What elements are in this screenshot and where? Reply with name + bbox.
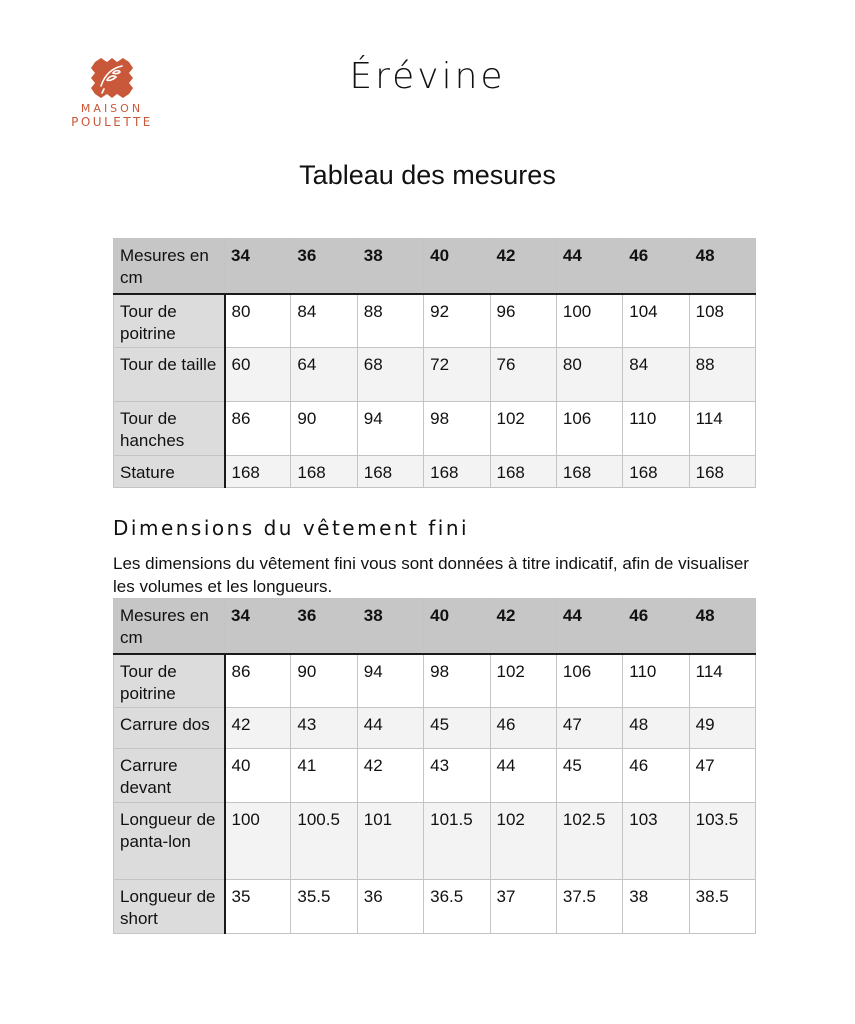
table-cell: 103 (623, 803, 689, 880)
size-header: 38 (357, 599, 423, 654)
table-cell: 92 (424, 294, 490, 348)
table-cell: 104 (623, 294, 689, 348)
size-header: 40 (424, 599, 490, 654)
table-header-row (114, 239, 756, 294)
table-cell: 106 (556, 654, 622, 708)
pattern-name: Érévine (349, 56, 506, 97)
section-heading: Dimensions du vêtement fini (113, 516, 470, 540)
table-cell: 168 (357, 456, 423, 488)
table-cell: 38.5 (689, 880, 755, 934)
table-cell: 47 (689, 749, 755, 803)
table-cell: 49 (689, 708, 755, 749)
size-header: 40 (424, 239, 490, 294)
table-cell: 47 (556, 708, 622, 749)
row-label: Tour de poitrine (114, 294, 225, 348)
table-cell: 46 (490, 708, 556, 749)
table-cell: 43 (291, 708, 357, 749)
table-cell: 72 (424, 348, 490, 402)
table-cell: 86 (225, 402, 291, 456)
size-header: 46 (623, 599, 689, 654)
table-cell: 96 (490, 294, 556, 348)
size-header: 48 (689, 239, 755, 294)
table-cell: 64 (291, 348, 357, 402)
size-header: 34 (225, 599, 291, 654)
size-header: 46 (623, 239, 689, 294)
garment-dimensions-table (113, 598, 756, 934)
size-header: 36 (291, 599, 357, 654)
table-row (114, 654, 756, 708)
size-header: 38 (357, 239, 423, 294)
logo-text-maison: MAISON (80, 102, 144, 115)
table-cell: 168 (689, 456, 755, 488)
row-label: Carrure dos (114, 708, 225, 749)
table-cell: 37 (490, 880, 556, 934)
table-row (114, 803, 756, 880)
table-cell: 35.5 (291, 880, 357, 934)
table-cell: 36 (357, 880, 423, 934)
table-cell: 102 (490, 402, 556, 456)
table-cell: 42 (357, 749, 423, 803)
table-cell: 44 (357, 708, 423, 749)
table-cell: 80 (556, 348, 622, 402)
size-header: 48 (689, 599, 755, 654)
table-cell: 46 (623, 749, 689, 803)
size-header: 36 (291, 239, 357, 294)
table-cell: 114 (689, 654, 755, 708)
table-cell: 84 (623, 348, 689, 402)
table-cell: 100.5 (291, 803, 357, 880)
table-cell: 94 (357, 654, 423, 708)
table-cell: 35 (225, 880, 291, 934)
table-cell: 94 (357, 402, 423, 456)
page-title: Tableau des mesures (299, 160, 556, 190)
column-header: Mesures en cm (114, 599, 225, 654)
table-cell: 45 (424, 708, 490, 749)
table-cell: 103.5 (689, 803, 755, 880)
column-header: Mesures en cm (114, 239, 225, 294)
table-cell: 100 (556, 294, 622, 348)
table-cell: 102 (490, 654, 556, 708)
table-header-row (114, 599, 756, 654)
table-cell: 110 (623, 654, 689, 708)
table-cell: 168 (490, 456, 556, 488)
table-row (114, 708, 756, 749)
table-cell: 101 (357, 803, 423, 880)
row-label: Tour de poitrine (114, 654, 225, 708)
table-cell: 43 (424, 749, 490, 803)
size-header: 42 (490, 239, 556, 294)
table-cell: 86 (225, 654, 291, 708)
table-cell: 37.5 (556, 880, 622, 934)
row-label: Tour de taille (114, 348, 225, 402)
table-row (114, 402, 756, 456)
table-cell: 102 (490, 803, 556, 880)
table-cell: 48 (623, 708, 689, 749)
table-row (114, 456, 756, 488)
table-cell: 90 (291, 402, 357, 456)
table-cell: 168 (291, 456, 357, 488)
table-cell: 101.5 (424, 803, 490, 880)
table-cell: 80 (225, 294, 291, 348)
table-cell: 98 (424, 402, 490, 456)
table-cell: 102.5 (556, 803, 622, 880)
size-header: 44 (556, 599, 622, 654)
table-row (114, 749, 756, 803)
table-cell: 88 (689, 348, 755, 402)
logo-text-poulette: POULETTE (71, 115, 153, 129)
size-header: 44 (556, 239, 622, 294)
table-row (114, 348, 756, 402)
table-cell: 38 (623, 880, 689, 934)
row-label: Tour de hanches (114, 402, 225, 456)
table-cell: 98 (424, 654, 490, 708)
table-cell: 40 (225, 749, 291, 803)
table-cell: 168 (623, 456, 689, 488)
table-cell: 41 (291, 749, 357, 803)
table-cell: 60 (225, 348, 291, 402)
table-cell: 168 (424, 456, 490, 488)
table-cell: 114 (689, 402, 755, 456)
size-header: 34 (225, 239, 291, 294)
table-cell: 110 (623, 402, 689, 456)
row-label: Stature (114, 456, 225, 488)
table-cell: 100 (225, 803, 291, 880)
row-label: Carrure devant (114, 749, 225, 803)
table-cell: 168 (225, 456, 291, 488)
row-label: Longueur de panta-lon (114, 803, 225, 880)
table-cell: 45 (556, 749, 622, 803)
table-cell: 108 (689, 294, 755, 348)
table-cell: 76 (490, 348, 556, 402)
table-cell: 42 (225, 708, 291, 749)
table-cell: 90 (291, 654, 357, 708)
body-measurements-table (113, 238, 756, 488)
size-header: 42 (490, 599, 556, 654)
table-cell: 36.5 (424, 880, 490, 934)
row-label: Longueur de short (114, 880, 225, 934)
table-cell: 44 (490, 749, 556, 803)
intro-paragraph: Les dimensions du vêtement fini vous sont données à titre indicatif, afin de visualiser les volumes et les longueurs. (113, 554, 749, 596)
table-cell: 88 (357, 294, 423, 348)
table-cell: 84 (291, 294, 357, 348)
table-row (114, 880, 756, 934)
table-cell: 68 (357, 348, 423, 402)
table-cell: 168 (556, 456, 622, 488)
table-cell: 106 (556, 402, 622, 456)
table-row (114, 294, 756, 348)
